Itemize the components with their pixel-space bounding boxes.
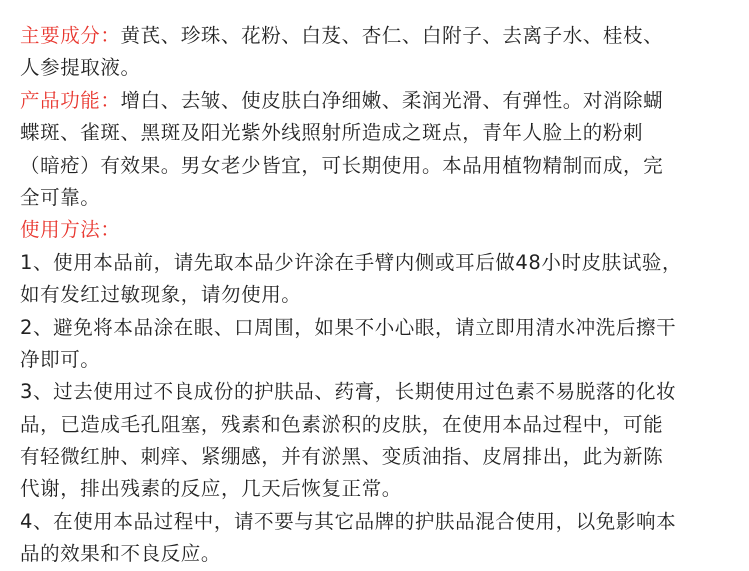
usage-line: 4、在使用本品过程中，请不要与其它品牌的护肤品混合使用，以免影响本 — [20, 509, 677, 533]
usage-line: 3、过去使用过不良成份的护肤品、药膏，长期使用过色素不易脱落的化妆 — [20, 380, 677, 404]
usage-line: 2、避免将本品涂在眼、口周围，如果不小心眼，请立即用清水冲洗后擦干 — [20, 315, 677, 339]
usage-line: 品，已造成毛孔阻塞，残素和色素淤积的皮肤，在使用本品过程中，可能 — [20, 412, 664, 436]
usage-line: 代谢，排出残素的反应，几天后恢复正常。 — [20, 477, 402, 501]
ingredients-line — [20, 20, 732, 52]
usage-line: 有轻微红肿、刺痒、紧绷感，并有淤黑、变质油指、皮屑排出，此为新陈 — [20, 445, 664, 469]
functions-line: （暗疮）有效果。男女老少皆宜，可长期使用。本品用植物精制而成，完 — [20, 153, 664, 177]
product-description — [20, 20, 732, 571]
functions-line — [20, 85, 732, 117]
ingredients-line: 人参提取液。 — [20, 56, 141, 80]
ingredients-heading: 主要成分： — [20, 24, 121, 47]
functions-line: 全可靠。 — [20, 185, 101, 209]
functions-line: 蝶斑、雀斑、黑斑及阳光紫外线照射所造成之斑点，青年人脸上的粉刺 — [20, 121, 644, 145]
usage-line: 净即可。 — [20, 347, 101, 371]
usage-heading: 使用方法： — [20, 218, 121, 242]
usage-line: 1、使用本品前，请先取本品少许涂在手臂内侧或耳后做48小时皮肤试验， — [20, 250, 683, 274]
functions-text: 增白、去皱、使皮肤白净细嫩、柔润光滑、有弹性。对消除蝴 — [120, 88, 664, 112]
usage-line: 品的效果和不良反应。 — [20, 542, 222, 566]
ingredients-text: 黄芪、珍珠、花粉、白芨、杏仁、白附子、去离子水、桂枝、 — [120, 24, 664, 47]
functions-heading: 产品功能： — [20, 88, 121, 112]
ingredients-section — [20, 20, 732, 85]
functions-section — [20, 85, 732, 215]
usage-line: 如有发红过敏现象，请勿使用。 — [20, 283, 302, 307]
usage-section — [20, 214, 732, 570]
